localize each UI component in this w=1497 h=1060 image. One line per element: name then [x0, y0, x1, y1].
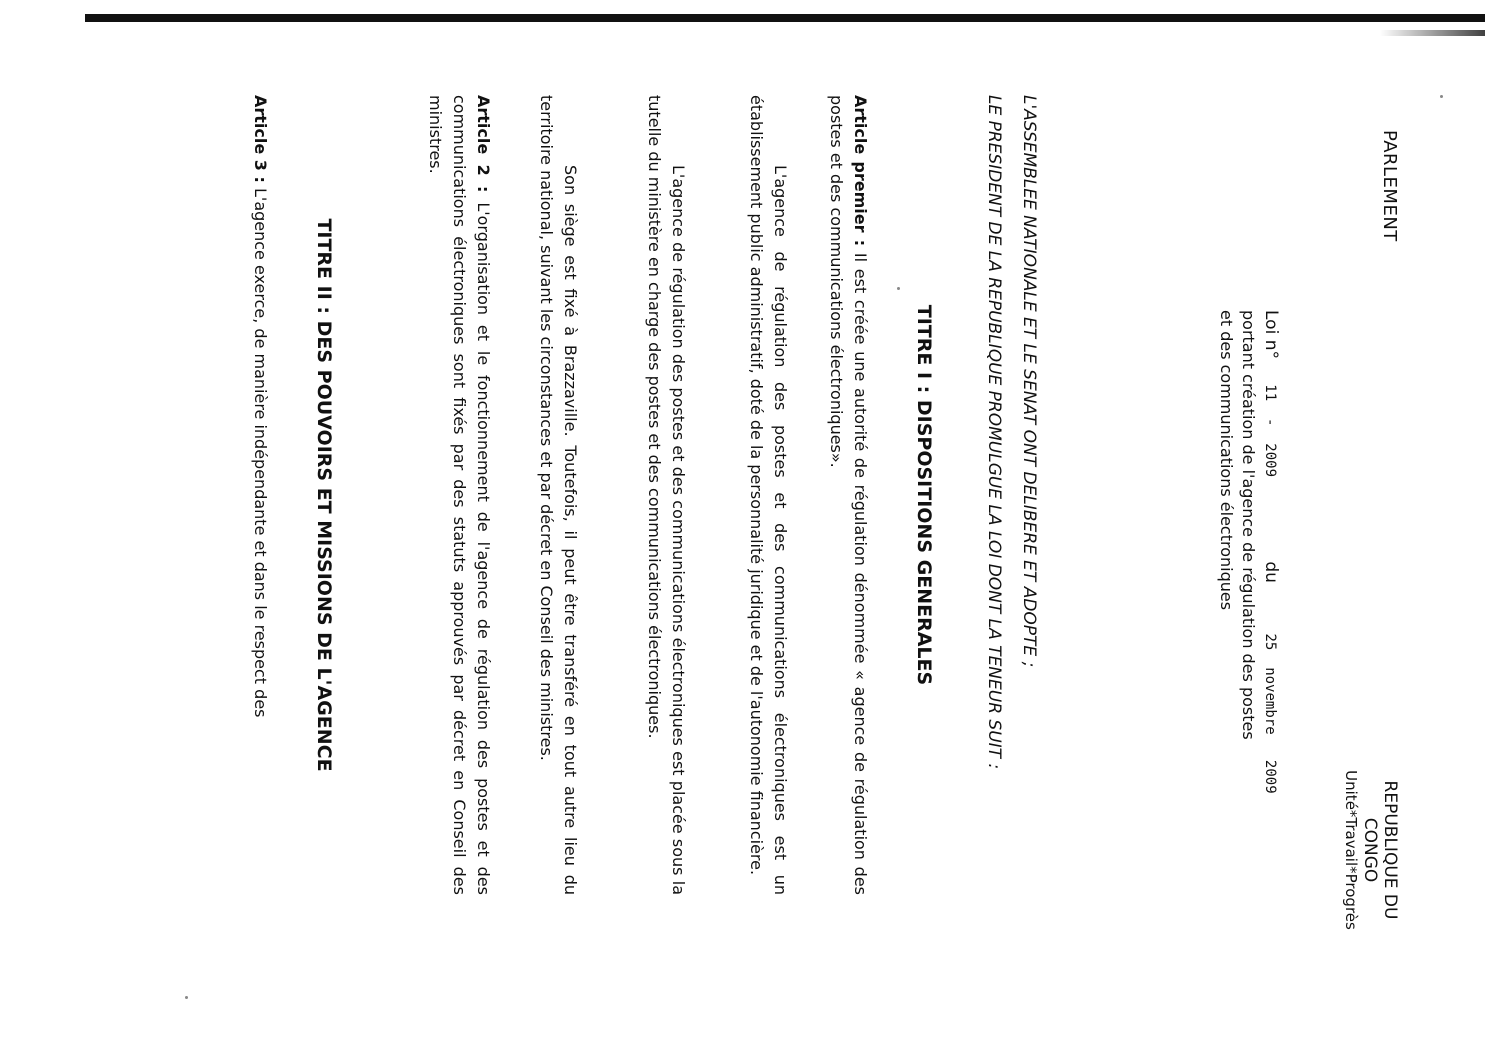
law-prefix: Loi n° [1261, 310, 1281, 359]
paragraph-status: L'agence de régulation des postes et des communications électroniques est un établissement public administratif, doté de la personnalité juridique et de l'autonomie financière. [747, 95, 790, 895]
law-date-year: 2009 [1262, 759, 1278, 794]
law-dash: - [1262, 418, 1278, 427]
title-2-heading: TITRE II : DES POUVOIRS ET MISSIONS DE L'AGENCE [313, 218, 335, 772]
national-motto: Unité*Travail*Progrès [1342, 770, 1360, 930]
law-number: 11 [1262, 384, 1278, 402]
law-title-line-1: portant création de l'agence de régulation des postes [1239, 310, 1258, 740]
law-title-line-2: et des communications électroniques [1217, 310, 1236, 611]
article-premier-label: Article premier : [851, 95, 870, 247]
law-day: 25 [1262, 633, 1278, 651]
article-3 [248, 95, 272, 895]
parlement-heading: PARLEMENT [1379, 130, 1400, 242]
preamble-line-1: L'ASSEMBLEE NATIONALE ET LE SENAT ONT DELIBERE ET ADOPTE ; [1019, 95, 1039, 668]
law-title-block [1215, 310, 1282, 830]
law-du: du [1261, 561, 1281, 583]
article-2-text: L'organisation et le fonctionnement de l'agence de régulation des postes et des communications électroniques sont fixés par des statuts approuvés par décret en Conseil des ministres. [426, 95, 493, 896]
article-2-label: Article 2 : [474, 95, 493, 193]
article-3-label: Article 3 : [251, 95, 270, 183]
country-name: REPUBLIQUE DU CONGO [1360, 780, 1400, 920]
scan-speck [1440, 95, 1443, 98]
preamble-line-2: LE PRESIDENT DE LA REPUBLIQUE PROMULGUE LA LOI DONT LA TENEUR SUIT : [984, 95, 1004, 770]
paragraph-tutelle: L'agence de régulation des postes et des communications électroniques est placée sous la tutelle du ministère en charge des postes et des communications électroniques. [645, 95, 688, 895]
article-2 [423, 95, 495, 895]
scan-speck [185, 996, 188, 999]
article-premier [824, 95, 872, 895]
law-number-line [1259, 310, 1282, 830]
paragraph-siege: Son siège est fixé à Brazzaville. Toutefois, il peut être transféré en tout autre lieu du territoire national, suivant les circonstances et par décret en Conseil des ministres. [537, 95, 580, 895]
article-3-text: L'agence exerce, de manière indépendante et dans le respect des [251, 188, 270, 718]
preamble [970, 95, 1040, 895]
article-premier-text: Il est créée une autorité de régulation dénommée « agence de régulation des postes et des communications électroniques». [827, 95, 870, 896]
law-year: 2009 [1262, 443, 1278, 478]
law-month: novembre [1262, 667, 1278, 735]
republic-header [1342, 760, 1400, 940]
title-1-heading: TITRE I : DISPOSITIONS GENERALES [913, 304, 935, 686]
